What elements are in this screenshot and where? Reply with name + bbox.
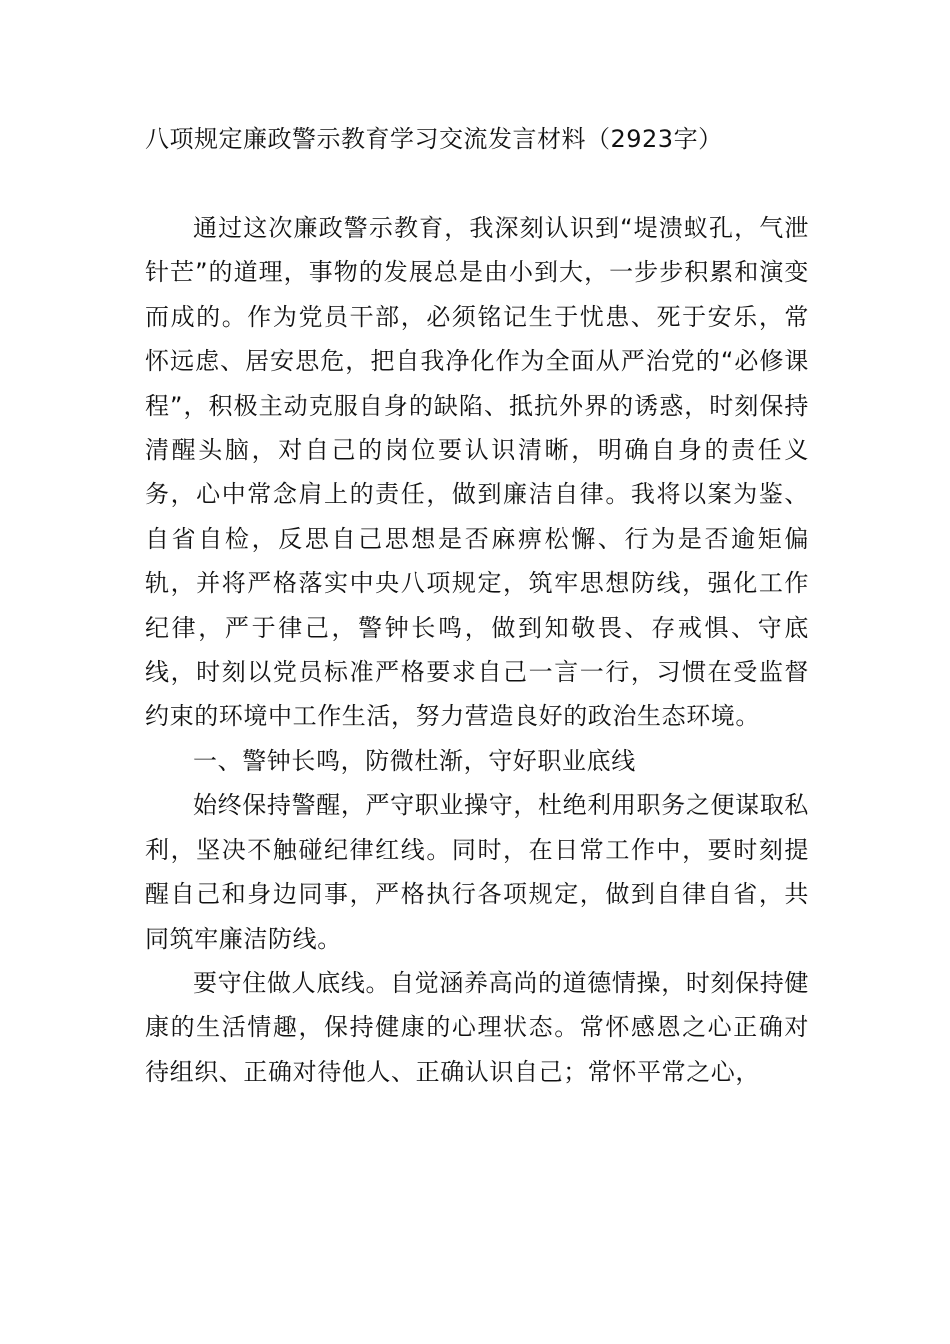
document-title: 八项规定廉政警示教育学习交流发言材料（2923字） xyxy=(145,125,723,153)
document-body xyxy=(145,206,809,1094)
paragraph-bottom-line: 要守住做人底线。自觉涵养高尚的道德情操，时刻保持健康的生活情趣，保持健康的心理状态。常怀感恩之心正确对待组织、正确对待他人、正确认识自己；常怀平常之心， xyxy=(145,968,809,1086)
paragraph-section-1: 始终保持警醒，严守职业操守，杜绝利用职务之便谋取私利，坚决不触碰纪律红线。同时，在日常工作中，要时刻提醒自己和身边同事，严格执行各项规定，做到自律自省，共同筑牢廉洁防线。 xyxy=(145,791,809,953)
paragraph-intro: 通过这次廉政警示教育，我深刻认识到“堤溃蚁孔，气泄针芒”的道理，事物的发展总是由小到大，一步步积累和演变而成的。作为党员干部，必须铭记生于忧患、死于安乐，常怀远虑、居安思危，把自我净化作为全面从严治党的“必修课程”，积极主动克服自身的缺陷、抵抗外界的诱惑，时刻保持清醒头脑，对自己的岗位要认识清晰，明确自身的责任义务，心中常念肩上的责任，做到廉洁自律。我将以案为鉴、自省自检，反思自己思想是否麻痹松懈、行为是否逾矩偏轨，并将严格落实中央八项规定，筑牢思想防线，强化工作纪律，严于律己，警钟长鸣，做到知敬畏、存戒惧、守底线，时刻以党员标准严格要求自己一言一行，习惯在受监督约束的环境中工作生活，努力营造良好的政治生态环境。 xyxy=(145,214,809,731)
section-heading-1: 一、警钟长鸣，防微杜渐，守好职业底线 xyxy=(193,746,636,775)
